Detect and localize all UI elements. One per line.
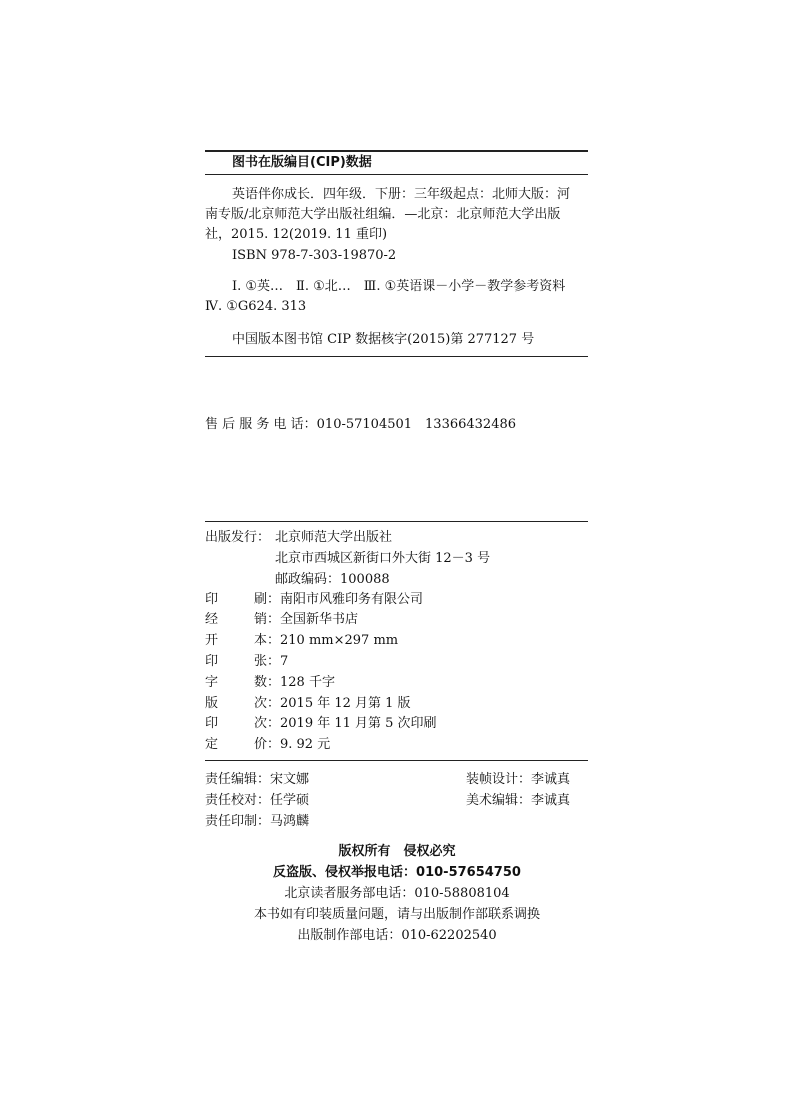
publisher-postcode: 邮政编码：100088 xyxy=(275,572,390,587)
staff-printing: 责任印制：马鸿麟 xyxy=(205,814,310,829)
spec-label: 定价 xyxy=(205,737,267,752)
spec-impression xyxy=(205,717,437,730)
production-phone: 出版制作部电话：010-62202540 xyxy=(297,928,497,943)
spec-value: ：128 千字 xyxy=(267,675,335,690)
spec-label: 经销 xyxy=(205,612,267,627)
spec-label: 版次 xyxy=(205,696,267,711)
spec-value: ：210 mm×297 mm xyxy=(267,633,399,648)
after-sales-phone: 售 后 服 务 电 话：010-57104501 13366432486 xyxy=(205,417,517,432)
publisher-name: 北京师范大学出版社 xyxy=(275,530,393,545)
spec-distribution xyxy=(205,613,358,626)
quality-notice: 本书如有印装质量问题，请与出版制作部联系调换 xyxy=(253,907,540,922)
spec-word-count xyxy=(205,676,335,689)
cip-isbn: ISBN 978-7-303-19870-2 xyxy=(232,248,397,263)
cip-top-rule xyxy=(205,150,588,152)
spec-value: ：2019 年 11 月第 5 次印刷 xyxy=(267,716,437,731)
spec-label: 印刷 xyxy=(205,592,267,607)
cip-class-line-2: Ⅳ. ①G624. 313 xyxy=(205,299,307,314)
spec-label: 印张 xyxy=(205,654,267,669)
spec-value: ：7 xyxy=(267,654,289,669)
staff-binding-design: 装帧设计：李诚真 xyxy=(466,772,571,787)
spec-value: ：南阳市风雅印务有限公司 xyxy=(267,592,424,607)
cip-title-rule xyxy=(205,174,588,175)
staff-art-editor: 美术编辑：李诚真 xyxy=(466,793,571,808)
spec-label: 字数 xyxy=(205,675,267,690)
cip-number: 中国版本图书馆 CIP 数据核字(2015)第 277127 号 xyxy=(232,332,535,347)
antipiracy-text: 反盗版、侵权举报电话：010-57654750 xyxy=(273,865,521,880)
spec-label: 印次 xyxy=(205,716,267,731)
pub-bottom-rule xyxy=(205,760,588,761)
staff-proofreader: 责任校对：任学硕 xyxy=(205,793,310,808)
spec-label: 开本 xyxy=(205,633,267,648)
cip-class-line-1: Ⅰ. ①英… Ⅱ. ①北… Ⅲ. ①英语课－小学－教学参考资料 xyxy=(232,279,566,294)
cip-title: 图书在版编目(CIP)数据 xyxy=(232,155,372,170)
spec-value: ：2015 年 12 月第 1 版 xyxy=(267,696,411,711)
spec-value: ：全国新华书店 xyxy=(267,612,359,627)
cip-desc-line-1: 英语伴你成长．四年级．下册：三年级起点：北师大版：河 xyxy=(232,187,571,202)
spec-price xyxy=(205,738,330,751)
cip-bottom-rule xyxy=(205,356,588,357)
publisher-row xyxy=(205,531,392,544)
pub-top-rule xyxy=(205,521,588,522)
staff-editor: 责任编辑：宋文娜 xyxy=(205,772,310,787)
spec-edition xyxy=(205,697,411,710)
cip-desc-line-3: 社，2015. 12(2019. 11 重印) xyxy=(205,227,388,242)
spec-sheets xyxy=(205,655,288,668)
publisher-label: 出版发行： xyxy=(205,530,271,545)
reader-service-phone: 北京读者服务部电话：010-58808104 xyxy=(284,886,510,901)
publisher-address: 北京市西城区新街口外大街 12－3 号 xyxy=(275,551,491,566)
spec-value: ：9. 92 元 xyxy=(267,737,331,752)
cip-desc-line-2: 南专版/北京师范大学出版社组编．—北京：北京师范大学出版 xyxy=(205,207,561,222)
antipiracy-phone xyxy=(0,866,794,879)
spec-printing xyxy=(205,593,423,606)
spec-format xyxy=(205,634,398,647)
copyright-notice: 版权所有 侵权必究 xyxy=(338,844,456,859)
